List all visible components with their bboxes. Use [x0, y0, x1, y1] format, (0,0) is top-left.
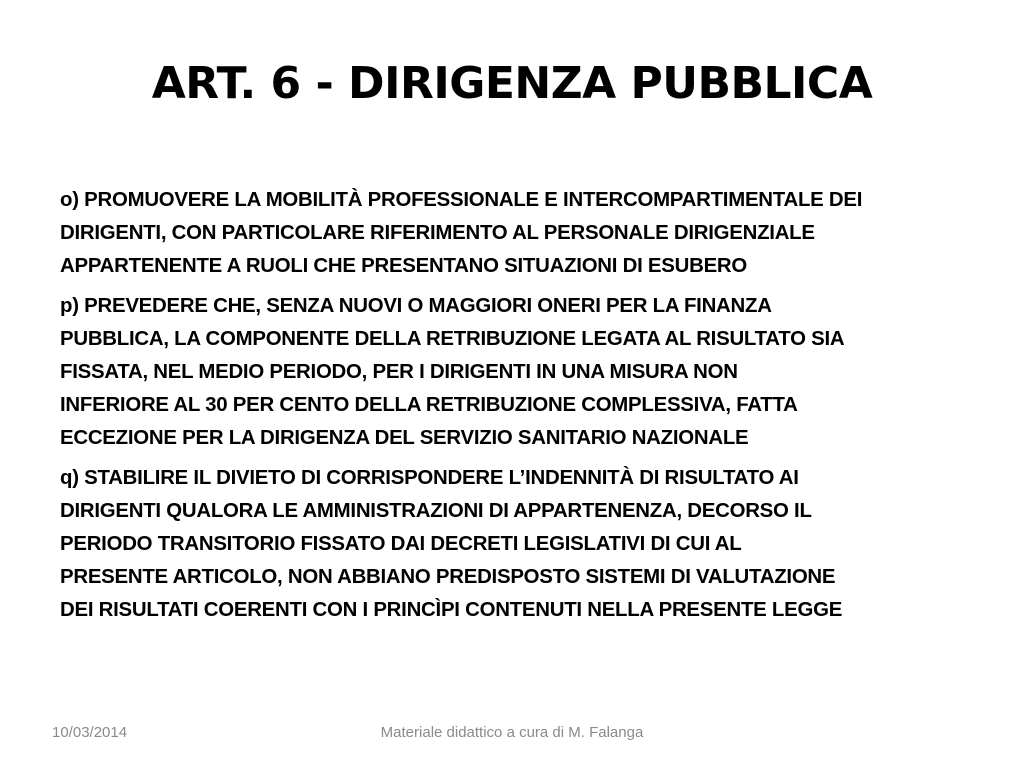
list-item-line: DIRIGENTI QUALORA LE AMMINISTRAZIONI DI APPARTENENZA, DECORSO IL	[60, 499, 812, 522]
list-item-q	[60, 462, 980, 628]
list-item-line: APPARTENENTE A RUOLI CHE PRESENTANO SITUAZIONI DI ESUBERO	[60, 255, 748, 278]
list-item-p	[60, 290, 980, 456]
list-item-line: DEI RISULTATI COERENTI CON I PRINCÌPI CONTENUTI NELLA PRESENTE LEGGE	[60, 599, 843, 622]
list-item-line: DIRIGENTI, CON PARTICOLARE RIFERIMENTO AL PERSONALE DIRIGENZIALE	[60, 222, 815, 245]
list-item-line: o) PROMUOVERE LA MOBILITÀ PROFESSIONALE E INTERCOMPARTIMENTALE DEI	[60, 189, 863, 211]
list-item-line: ECCEZIONE PER LA DIRIGENZA DEL SERVIZIO SANITARIO NAZIONALE	[60, 427, 749, 450]
slide-body	[60, 184, 980, 634]
list-item-o	[60, 184, 980, 284]
footer-credit: Materiale didattico a cura di M. Falanga	[380, 724, 644, 741]
list-item-line: FISSATA, NEL MEDIO PERIODO, PER I DIRIGENTI IN UNA MISURA NON	[60, 361, 738, 384]
list-item-line: PERIODO TRANSITORIO FISSATO DAI DECRETI LEGISLATIVI DI CUI AL	[60, 533, 742, 556]
list-item-line: q) STABILIRE IL DIVIETO DI CORRISPONDERE L’INDENNITÀ DI RISULTATO AI	[60, 466, 799, 489]
list-item-line: PUBBLICA, LA COMPONENTE DELLA RETRIBUZIONE LEGATA AL RISULTATO SIA	[60, 327, 845, 350]
footer-date: 10/03/2014	[52, 724, 128, 741]
list-item-line: INFERIORE AL 30 PER CENTO DELLA RETRIBUZIONE COMPLESSIVA, FATTA	[60, 394, 798, 417]
slide-title: ART. 6 - DIRIGENZA PUBBLICA	[151, 58, 873, 109]
list-item-line: PRESENTE ARTICOLO, NON ABBIANO PREDISPOSTO SISTEMI DI VALUTAZIONE	[60, 566, 836, 589]
list-item-line: p) PREVEDERE CHE, SENZA NUOVI O MAGGIORI ONERI PER LA FINANZA	[60, 294, 772, 317]
